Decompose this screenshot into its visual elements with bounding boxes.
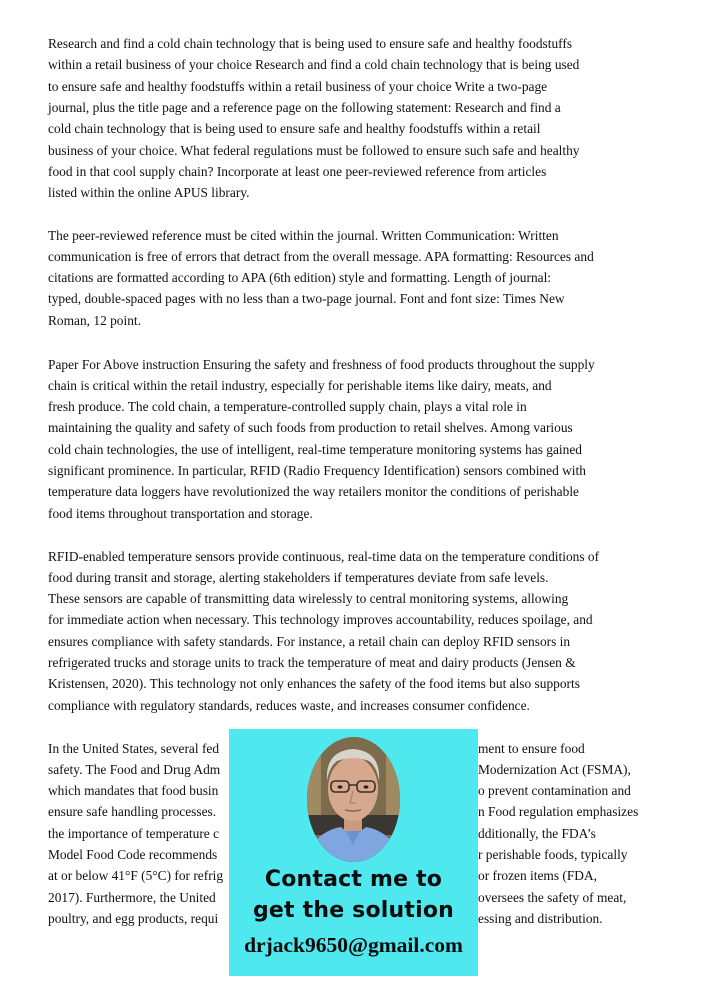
text-fragment-right: essing and distribution. (478, 911, 603, 927)
text-line: temperature data loggers have revolutionized the way retailers monitor the conditions of perishable (48, 484, 579, 500)
text-line: cold chain technologies, the use of intelligent, real-time temperature monitoring systems has gained (48, 441, 582, 457)
text-fragment-right: or frozen items (FDA, (478, 868, 597, 884)
text-line: compliance with regulatory standards, reduces waste, and increases consumer confidence. (48, 697, 530, 713)
text-line: cold chain technology that is being used to ensure safe and healthy foodstuffs within a retail (48, 121, 541, 137)
text-line: communication is free of errors that detract from the overall message. APA formatting: Resources and (48, 248, 594, 264)
paragraph-rfid-sensors (48, 546, 688, 717)
text-line: Research and find a cold chain technology that is being used to ensure safe and healthy foodstuffs (48, 36, 573, 51)
paragraph-assignment-prompt (48, 33, 688, 204)
text-line: typed, double-spaced pages with no less than a two-page journal. Font and font size: Times New (48, 291, 565, 307)
text-line: journal, plus the title page and a reference page on the following statement: Research and find a (48, 99, 561, 115)
text-fragment-right: oversees the safety of meat, (478, 889, 627, 905)
text-line: Kristensen, 2020). This technology not only enhances the safety of the food items but also supports (48, 676, 580, 692)
text-line: food during transit and storage, alerting stakeholders if temperatures deviate from safe levels. (48, 569, 549, 585)
text-line: RFID-enabled temperature sensors provide continuous, real-time data on the temperature conditions of (48, 548, 600, 564)
avatar (307, 737, 400, 862)
text-line: These sensors are capable of transmitting data wirelessly to central monitoring systems, allowing (48, 591, 569, 607)
text-line: fresh produce. The cold chain, a temperature-controlled supply chain, plays a vital role in (48, 399, 527, 415)
text-line: food items throughout transportation and storage. (48, 505, 313, 521)
text-fragment-left: In the United States, several fed (48, 740, 220, 756)
text-fragment-right: r perishable foods, typically (478, 847, 628, 863)
text-fragment-left: 2017). Furthermore, the United (48, 889, 216, 905)
text-fragment-right: n Food regulation emphasizes (478, 804, 639, 820)
text-line: chain is critical within the retail industry, especially for perishable items like dairy, meats, and (48, 377, 552, 393)
text-line: within a retail business of your choice Research and find a cold chain technology that is being used (48, 57, 580, 73)
contact-overlay-card[interactable] (229, 729, 478, 976)
text-line: for immediate action when necessary. This technology improves accountability, reduces spoilage, and (48, 612, 593, 628)
paragraph-requirements (48, 225, 688, 332)
text-fragment-right: Modernization Act (FSMA), (478, 761, 631, 777)
text-fragment-left: the importance of temperature c (48, 825, 220, 841)
contact-heading-line1: Contact me to (264, 867, 443, 892)
contact-email-link[interactable]: drjack9650@gmail.com (244, 933, 463, 957)
text-fragment-left: safety. The Food and Drug Adm (48, 761, 221, 777)
text-line: maintaining the quality and safety of such foods from production to retail shelves. Among various (48, 420, 573, 436)
text-line: Roman, 12 point. (48, 312, 141, 328)
text-fragment-right: dditionally, the FDA’s (478, 825, 596, 841)
text-fragment-left: which mandates that food busin (48, 783, 219, 799)
text-line: to ensure safe and healthy foodstuffs within a retail business of your choice Write a two-page (48, 78, 548, 94)
text-fragment-left: at or below 41°F (5°C) for refrig (48, 868, 224, 884)
paragraph-introduction (48, 354, 688, 525)
text-fragment-right: o prevent contamination and (478, 783, 631, 799)
text-line: refrigerated trucks and storage units to track the temperature of meat and dairy products (Jensen & (48, 655, 576, 671)
contact-heading-line2: get the solution (252, 898, 455, 923)
text-fragment-left: ensure safe handling processes. (48, 804, 217, 820)
text-line: significant prominence. In particular, RFID (Radio Frequency Identification) sensors combined with (48, 463, 586, 479)
text-line: ensures compliance with safety standards. For instance, a retail chain can deploy RFID sensors in (48, 633, 571, 649)
text-line: citations are formatted according to APA (6th edition) style and formatting. Length of journal: (48, 270, 552, 286)
text-line: Paper For Above instruction Ensuring the safety and freshness of food products throughout the supply (48, 356, 595, 372)
text-fragment-right: ment to ensure food (478, 740, 585, 756)
text-line: listed within the online APUS library. (48, 185, 250, 201)
text-line: The peer-reviewed reference must be cited within the journal. Written Communication: Written (48, 227, 559, 243)
text-fragment-left: poultry, and egg products, requi (48, 911, 219, 927)
portrait-photo-icon (307, 737, 400, 862)
text-line: business of your choice. What federal regulations must be followed to ensure such safe and healthy (48, 142, 580, 158)
text-fragment-left: Model Food Code recommends (48, 847, 218, 863)
text-line: food in that cool supply chain? Incorporate at least one peer-reviewed reference from articles (48, 163, 547, 179)
